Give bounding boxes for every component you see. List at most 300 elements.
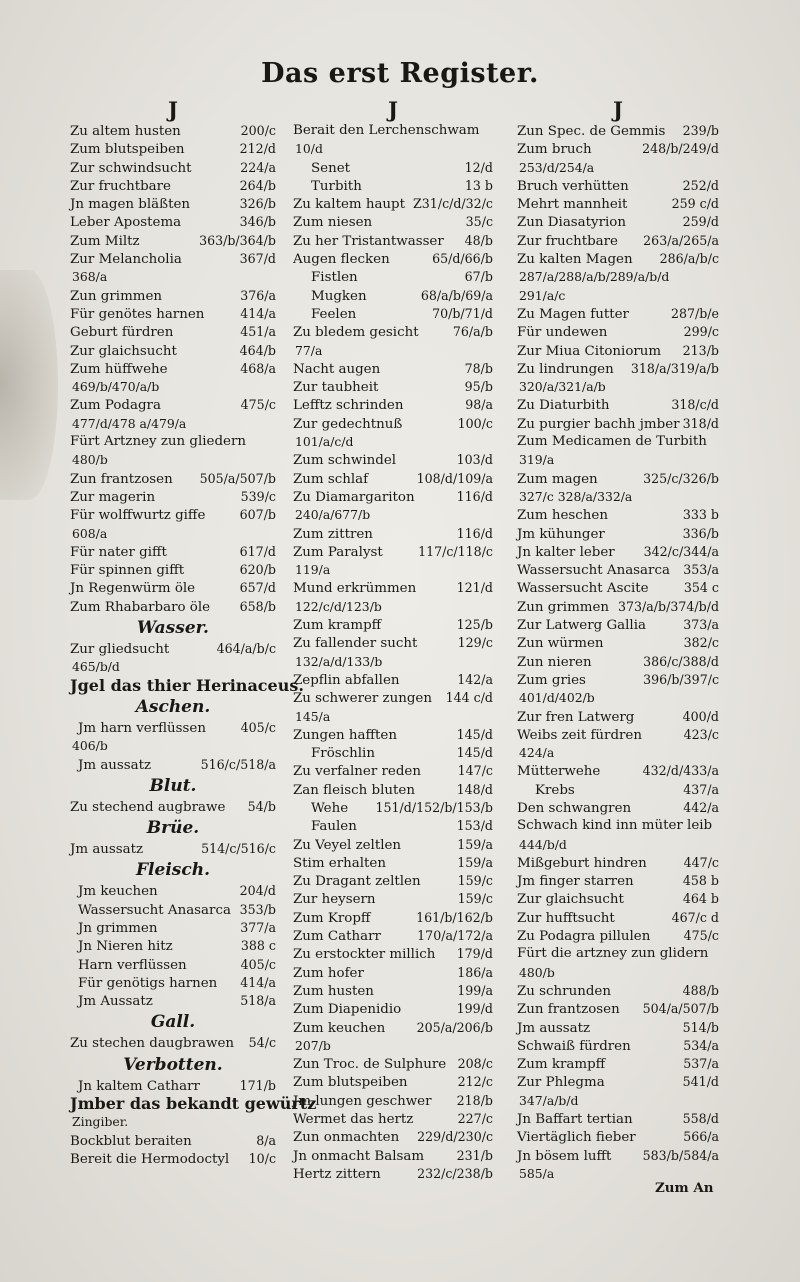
entry-page-ref: 373/a/b/374/b/d: [618, 598, 719, 614]
entry-term: Zu purgier bachh jmber: [517, 416, 680, 432]
register-entry: [293, 360, 493, 378]
entry-term: 132/a/d/133/b: [295, 653, 383, 669]
register-entry: [517, 1055, 719, 1073]
entry-page-ref: 239/b: [682, 123, 719, 138]
entry-term: Leber Apostema: [70, 215, 182, 231]
entry-page-ref: 423/c: [683, 726, 719, 742]
register-entry: [293, 396, 493, 414]
entry-term: Faulen: [311, 819, 357, 835]
entry-term: 608/a: [72, 525, 108, 541]
register-entry: [293, 415, 493, 433]
register-entry: [517, 433, 719, 451]
entry-term: Zum schlaf: [293, 471, 369, 487]
entry-page-ref: 376/a: [240, 287, 276, 303]
entry-page-ref: 342/c/344/a: [643, 543, 719, 559]
entry-term: Zur fruchtbare: [517, 233, 618, 249]
entry-term: Mund erkrümmen: [293, 581, 417, 597]
entry-page-ref: 318/a/319/a/b: [630, 360, 719, 376]
entry-term: 287/a/288/a/b/289/a/b/d: [519, 269, 670, 285]
entry-term: Für genötes harnen: [70, 306, 205, 322]
entry-term: Zur gliedsucht: [70, 642, 170, 658]
register-entry: [293, 268, 493, 286]
entry-page-ref: 8/a: [256, 1132, 276, 1148]
register-entry: [70, 561, 276, 579]
register-continuation: [517, 744, 719, 762]
entry-page-ref: 286/a/b/c: [659, 251, 719, 267]
entry-term: Zum Podagra: [70, 398, 161, 414]
entry-page-ref: 54/c: [248, 1035, 276, 1051]
entry-page-ref: 264/b: [239, 177, 276, 193]
entry-page-ref: 144 c/d: [445, 690, 493, 706]
register-continuation: [70, 451, 276, 469]
entry-term: 480/b: [72, 452, 108, 468]
register-entry: [70, 232, 276, 250]
entry-term: Zum blutspeiben: [70, 142, 185, 158]
entry-term: 480/b: [519, 964, 555, 980]
entry-page-ref: 558/d: [682, 1111, 719, 1127]
entry-term: Bockblut beraiten: [70, 1133, 192, 1149]
entry-term: Zum Medicamen de Turbith: [517, 434, 707, 450]
entry-page-ref: 373/a: [683, 617, 719, 633]
register-continuation: [70, 415, 276, 433]
entry-page-ref: 468/a: [240, 360, 276, 376]
register-entry: [293, 762, 493, 780]
entry-page-ref: 98/a: [465, 397, 493, 413]
entry-term: Zur Phlegma: [517, 1075, 605, 1091]
register-entry: [517, 305, 719, 323]
register-entry: [293, 488, 493, 506]
register-entry: [293, 195, 493, 213]
entry-term: Zu bledem gesicht: [293, 325, 419, 341]
entry-term: Jn bösem lufft: [517, 1148, 612, 1164]
column-heading: J: [388, 97, 398, 122]
entry-page-ref: 259/d: [682, 214, 719, 230]
entry-page-ref: 153/d: [456, 818, 493, 834]
entry-term: Zur glaichsucht: [70, 343, 177, 359]
catchword: Zum An: [655, 1180, 714, 1196]
entry-term: Jm Aussatz: [78, 994, 153, 1010]
entry-page-ref: 259 c/d: [671, 196, 719, 212]
entry-page-ref: 65/d/66/b: [432, 251, 493, 267]
entry-term: Jn Regenwürm öle: [70, 581, 196, 597]
entry-page-ref: 539/c: [240, 488, 276, 504]
register-entry: [517, 817, 719, 835]
register-entry: [517, 909, 719, 927]
entry-term: Zur Melancholia: [70, 252, 182, 268]
entry-page-ref: 147/c: [457, 763, 493, 779]
register-entry: [517, 579, 719, 597]
register-continuation: [293, 433, 493, 451]
entry-term: Zum Rhabarbaro öle: [70, 599, 211, 615]
register-entry: [293, 890, 493, 908]
register-continuation: [293, 506, 493, 524]
register-entry: [517, 708, 719, 726]
entry-page-ref: 12/d: [464, 159, 493, 175]
entry-page-ref: 116/d: [456, 488, 493, 504]
entry-term: 319/a: [519, 452, 555, 468]
entry-term: Viertäglich fieber: [517, 1130, 636, 1146]
register-entry: [70, 488, 276, 506]
register-continuation: [517, 1092, 719, 1110]
page-title: Das erst Register.: [261, 58, 539, 89]
entry-page-ref: 386/c/388/d: [643, 653, 719, 669]
register-entry: [293, 799, 493, 817]
entry-page-ref: 213/b: [682, 342, 719, 358]
register-entry: [70, 901, 276, 919]
register-entry: [293, 378, 493, 396]
entry-page-ref: 405/c: [240, 719, 276, 735]
entry-term: Zu Diaturbith: [517, 398, 610, 414]
entry-term: Schwach kind inn müter leib: [517, 818, 713, 834]
register-entry: [517, 1073, 719, 1091]
entry-page-ref: 583/b/584/a: [642, 1147, 719, 1163]
entry-term: Zum krampff: [517, 1057, 606, 1073]
entry-page-ref: 363/b/364/b: [199, 232, 276, 248]
entry-page-ref: 212/d: [239, 141, 276, 157]
entry-term: Zingiber.: [72, 1114, 129, 1130]
register-entry: [70, 840, 276, 858]
register-entry: [293, 982, 493, 1000]
entry-term: Zun frantzosen: [70, 471, 173, 487]
entry-term: Fröschlin: [311, 746, 375, 762]
register-entry: [293, 817, 493, 835]
register-entry: [517, 671, 719, 689]
entry-page-ref: 148/d: [456, 781, 493, 797]
register-entry: [517, 1147, 719, 1165]
entry-page-ref: 447/c: [683, 854, 719, 870]
register-continuation: [293, 140, 493, 158]
entry-page-ref: 145/d: [456, 745, 493, 761]
register-continuation: [517, 378, 719, 396]
entry-term: Bereit die Hermodoctyl: [70, 1151, 230, 1167]
register-entry: [293, 836, 493, 854]
register-continuation: [517, 836, 719, 854]
entry-term: Jm kühunger: [517, 526, 605, 542]
entry-term: Zu Podagra pillulen: [517, 929, 651, 945]
entry-term: Zu altem husten: [70, 124, 181, 139]
register-entry: [70, 640, 276, 658]
entry-term: Zum hofer: [293, 965, 364, 981]
entry-term: Zun Troc. de Sulphure: [293, 1057, 447, 1073]
register-entry: [293, 1110, 493, 1128]
entry-term: Zum schwindel: [293, 453, 397, 469]
register-entry: [517, 195, 719, 213]
entry-page-ref: 299/c: [683, 324, 719, 340]
register-continuation: [70, 525, 276, 543]
entry-term: Zu fallender sucht: [293, 636, 418, 652]
register-entry: [517, 122, 719, 140]
register-entry: [70, 1132, 276, 1150]
register-entry: [293, 726, 493, 744]
entry-page-ref: 514/b: [682, 1019, 719, 1035]
register-continuation: [517, 964, 719, 982]
entry-term: Fistlen: [311, 270, 358, 286]
entry-term: Zur hufftsucht: [517, 910, 615, 926]
entry-term: Mütterwehe: [517, 764, 601, 780]
register-entry: [517, 945, 719, 963]
register-continuation: [517, 287, 719, 305]
register-entry: [293, 781, 493, 799]
entry-term: Lefftz schrinden: [293, 398, 404, 414]
entry-term: Jn Baffart tertian: [517, 1112, 633, 1128]
register-continuation: [70, 737, 276, 755]
entry-page-ref: 537/a: [683, 1056, 719, 1072]
entry-page-ref: 204/d: [239, 883, 276, 899]
entry-term: Jgel das thier Herinaceus.: [70, 675, 304, 695]
entry-term: Zum niesen: [293, 215, 373, 231]
entry-term: Zu Diamargariton: [293, 489, 415, 505]
entry-term: Zun Spec. de Gemmis: [517, 124, 666, 139]
register-entry: [293, 1092, 493, 1110]
entry-page-ref: 159/a: [457, 854, 493, 870]
entry-page-ref: 159/c: [457, 873, 493, 889]
entry-page-ref: 658/b: [239, 598, 276, 614]
entry-term: 347/a/b/d: [519, 1092, 579, 1108]
register-entry: [517, 781, 719, 799]
entry-term: Krebs: [535, 782, 575, 798]
entry-page-ref: 208/c: [457, 1056, 493, 1072]
entry-page-ref: 336/b: [682, 525, 719, 541]
entry-page-ref: 437/a: [683, 781, 719, 797]
register-continuation: [517, 159, 719, 177]
register-entry: [517, 396, 719, 414]
register-entry: [70, 470, 276, 488]
entry-term: 10/d: [295, 141, 323, 157]
entry-page-ref: 475/c: [683, 928, 719, 944]
register-entry: [293, 1128, 493, 1146]
entry-page-ref: 318/c/d: [671, 397, 719, 413]
register-entry: [70, 1034, 276, 1052]
register-entry: [293, 579, 493, 597]
entry-term: Zun Diasatyrion: [517, 215, 626, 231]
entry-term: Zan fleisch bluten: [293, 782, 415, 798]
register-entry: [293, 213, 493, 231]
page-stain: [0, 270, 58, 500]
register-continuation: [70, 1113, 276, 1131]
register-entry: [70, 305, 276, 323]
entry-page-ref: 199/d: [456, 1001, 493, 1017]
register-entry: [517, 470, 719, 488]
register-entry: [293, 1000, 493, 1018]
register-entry: [293, 927, 493, 945]
entry-term: Harn verflüssen: [78, 957, 187, 973]
register-entry: [517, 140, 719, 158]
entry-term: 401/d/402/b: [519, 690, 595, 706]
register-entry: [70, 213, 276, 231]
entry-page-ref: 263/a/265/a: [643, 232, 719, 248]
entry-page-ref: 442/a: [683, 799, 719, 815]
entry-page-ref: 103/d: [456, 452, 493, 468]
register-entry: [517, 342, 719, 360]
register-continuation: [70, 268, 276, 286]
entry-page-ref: 35/c: [465, 214, 493, 230]
entry-page-ref: 78/b: [464, 360, 493, 376]
entry-term: Zu stechen daugbrawen: [70, 1036, 235, 1052]
entry-page-ref: 353/b: [239, 901, 276, 917]
register-entry: [70, 937, 276, 955]
entry-term: Mugken: [311, 288, 367, 304]
entry-page-ref: 377/a: [240, 919, 276, 935]
entry-page-ref: 620/b: [239, 562, 276, 578]
entry-term: Jn onmacht Balsam: [293, 1148, 425, 1164]
register-entry: [293, 616, 493, 634]
register-entry: [517, 890, 719, 908]
register-entry: [517, 653, 719, 671]
register-entry: [517, 250, 719, 268]
entry-page-ref: 151/d/152/b/153/b: [375, 799, 493, 815]
entry-page-ref: 145/d: [456, 726, 493, 742]
entry-page-ref: 161/b/162/b: [416, 909, 493, 925]
entry-term: Zu verfalner reden: [293, 764, 421, 780]
entry-term: Zun grimmen: [517, 599, 610, 615]
entry-term: Zu schwerer zungen: [293, 691, 432, 707]
entry-term: Jmber das bekandt gewürtz: [70, 1094, 317, 1114]
entry-term: Zum Paralyst: [293, 544, 383, 560]
register-entry: [70, 543, 276, 561]
entry-term: Zum krampff: [293, 618, 382, 634]
entry-term: Zu erstockter millich: [293, 947, 436, 963]
entry-term: Fürt Artzney zun gliedern: [70, 434, 246, 450]
entry-term: Jn kalter leber: [517, 544, 615, 560]
entry-term: Zur Latwerg Gallia: [517, 618, 646, 634]
entry-term: Zur fruchtbare: [70, 178, 171, 194]
register-entry: [70, 323, 276, 341]
register-entry: [517, 1110, 719, 1128]
register-entry: [517, 323, 719, 341]
entry-term: Wassersucht Ascite: [517, 581, 649, 597]
register-entry: [517, 1000, 719, 1018]
entry-page-ref: 458 b: [682, 873, 719, 889]
register-continuation: [70, 378, 276, 396]
entry-term: Zun onmachten: [293, 1130, 400, 1146]
entry-term: Zur schwindsucht: [70, 160, 192, 176]
section-heading: Gall.: [150, 1012, 196, 1033]
entry-term: 585/a: [519, 1165, 555, 1181]
entry-term: 368/a: [72, 269, 108, 285]
entry-page-ref: 67/b: [464, 269, 493, 285]
entry-page-ref: 346/b: [239, 214, 276, 230]
register-entry: [517, 927, 719, 945]
entry-page-ref: 325/c/326/b: [643, 470, 719, 486]
register-entry: [517, 1037, 719, 1055]
register-continuation: [293, 561, 493, 579]
entry-term: Zur gedechtnuß: [293, 416, 403, 432]
entry-term: Zum hüffwehe: [70, 361, 168, 377]
entry-term: Zum Diapenidio: [293, 1002, 402, 1018]
entry-page-ref: 116/d: [456, 525, 493, 541]
register-entry: [70, 798, 276, 816]
entry-term: Jm lungen geschwer: [293, 1093, 432, 1109]
entry-term: Zu lindrungen: [517, 361, 614, 377]
register-entry: [517, 525, 719, 543]
register-entry: [293, 1165, 493, 1183]
entry-term: Zum bruch: [517, 142, 592, 158]
entry-term: Zum zittren: [293, 526, 373, 542]
register-entry: [517, 506, 719, 524]
register-entry: [517, 872, 719, 890]
register-column-2: [293, 98, 493, 1183]
entry-page-ref: 405/c: [240, 956, 276, 972]
section-heading: Brüe.: [146, 818, 200, 839]
register-continuation: [293, 653, 493, 671]
entry-page-ref: 566/a: [683, 1129, 719, 1145]
entry-page-ref: 121/d: [456, 580, 493, 596]
entry-term: Zur Miua Citoniorum: [517, 343, 662, 359]
entry-page-ref: 333 b: [682, 507, 719, 523]
entry-term: Schwaiß fürdren: [517, 1038, 631, 1054]
register-continuation: [517, 689, 719, 707]
register-entry: [293, 1073, 493, 1091]
entry-term: Fürt die artzney zun glidern: [517, 946, 709, 962]
entry-page-ref: Z31/c/d/32/c: [413, 196, 493, 212]
register-entry: [70, 974, 276, 992]
register-entry: [70, 287, 276, 305]
entry-page-ref: 159/c: [457, 891, 493, 907]
entry-term: Mißgeburt hindren: [517, 855, 647, 871]
register-entry: [517, 213, 719, 231]
entry-term: Zun grimmen: [70, 288, 163, 304]
register-entry: [70, 159, 276, 177]
entry-term: Bruch verhütten: [517, 178, 629, 194]
register-entry: [70, 756, 276, 774]
entry-page-ref: 232/c/238/b: [417, 1165, 493, 1181]
entry-term: Wermet das hertz: [293, 1112, 414, 1128]
entry-page-ref: 224/a: [240, 159, 276, 175]
register-entry: [70, 1077, 276, 1095]
register-entry: [293, 671, 493, 689]
entry-term: Zum blutspeiben: [293, 1075, 408, 1091]
entry-term: Jm aussatz: [517, 1020, 591, 1036]
register-entry: [517, 854, 719, 872]
register-continuation: [293, 598, 493, 616]
register-entry: [70, 956, 276, 974]
entry-term: Feelen: [311, 306, 357, 322]
entry-page-ref: 229/d/230/c: [417, 1129, 493, 1145]
entry-term: Zum Kropff: [293, 910, 371, 926]
register-entry: [70, 177, 276, 195]
entry-term: Für undewen: [517, 325, 608, 341]
entry-term: Weibs zeit fürdren: [517, 727, 642, 743]
register-entry: [293, 250, 493, 268]
entry-term: Geburt fürdren: [70, 325, 174, 341]
register-entry: [70, 360, 276, 378]
entry-term: 465/b/d: [72, 659, 120, 675]
register-entry: [70, 719, 276, 737]
register-entry: [517, 726, 719, 744]
entry-page-ref: 353/a: [683, 562, 719, 578]
entry-page-ref: 400/d: [682, 708, 719, 724]
register-entry: [70, 992, 276, 1010]
register-entry: [293, 232, 493, 250]
entry-term: Stim erhalten: [293, 855, 386, 871]
entry-term: Zun frantzosen: [517, 1002, 620, 1018]
register-entry: [293, 177, 493, 195]
entry-term: Zu Veyel zeltlen: [293, 837, 402, 853]
register-entry: [70, 506, 276, 524]
entry-page-ref: 488/b: [682, 982, 719, 998]
entry-page-ref: 248/b/249/d: [642, 141, 719, 157]
entry-term: Zum husten: [293, 983, 374, 999]
entry-page-ref: 100/c: [457, 415, 493, 431]
register-continuation: [517, 451, 719, 469]
register-entry: [70, 433, 276, 451]
section-heading: Verbotten.: [123, 1054, 223, 1075]
entry-page-ref: 326/b: [239, 196, 276, 212]
register-entry: [517, 616, 719, 634]
register-entry: [293, 689, 493, 707]
section-heading: Aschen.: [135, 696, 211, 717]
entry-page-ref: 171/b: [239, 1077, 276, 1093]
